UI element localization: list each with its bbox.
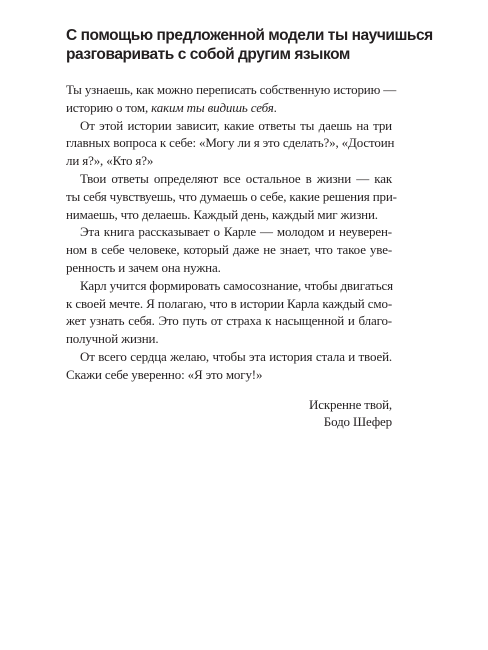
signature-author: Бодо Шефер bbox=[323, 414, 392, 430]
heading-line-1: С помощью предложенной модели ты научишься bbox=[66, 27, 433, 44]
section-heading bbox=[66, 26, 433, 64]
text-segment: . bbox=[273, 99, 277, 115]
text-line: Скажи себе уверенно: «Я это могу!» bbox=[66, 366, 263, 382]
emphasis-text: каким ты видишь себя bbox=[151, 99, 274, 115]
text-line: От всего сердца желаю, чтобы эта история стала и твоей. bbox=[80, 348, 392, 364]
text-line: От этой истории зависит, какие ответы ты даешь на три bbox=[80, 117, 392, 133]
text-line: ренность и зачем она нужна. bbox=[66, 259, 221, 275]
text-line bbox=[66, 99, 392, 117]
text-line: получной жизни. bbox=[66, 331, 159, 347]
text-line: ном в себе человеке, который даже не знает, что такое уве- bbox=[66, 242, 392, 258]
paragraph-6 bbox=[66, 348, 392, 384]
paragraph-3 bbox=[66, 170, 397, 223]
text-line: нимаешь, что делаешь. Каждый день, каждый миг жизни. bbox=[66, 206, 378, 222]
text-line: Эта книга рассказывает о Карле — молодом и неуверен- bbox=[80, 224, 392, 240]
paragraph-1 bbox=[66, 81, 397, 117]
signature bbox=[66, 396, 392, 432]
paragraph-2 bbox=[66, 117, 395, 170]
text-line: Ты узнаешь, как можно переписать собственную историю — bbox=[66, 82, 397, 97]
text-line: Карл учится формировать самосознание, чтобы двигаться bbox=[80, 277, 393, 293]
text-line: жет узнать себя. Это путь от страха к насыщенной и благо- bbox=[66, 313, 392, 329]
book-page bbox=[66, 26, 433, 431]
paragraph-4 bbox=[66, 223, 392, 276]
signature-closing: Искренне твой, bbox=[308, 396, 392, 412]
text-line: к своей мечте. Я полагаю, что в истории Карла каждый смо- bbox=[66, 295, 392, 311]
text-segment: историю о том, bbox=[66, 99, 152, 115]
body-text bbox=[66, 81, 397, 431]
paragraph-5 bbox=[66, 277, 392, 348]
text-line: ли я?», «Кто я?» bbox=[66, 153, 154, 169]
heading-line-2: разговаривать с собой другим языком bbox=[66, 46, 350, 63]
text-line: ты себя чувствуешь, что думаешь о себе, какие решения при- bbox=[66, 188, 397, 204]
text-line: главных вопроса к себе: «Могу ли я это сделать?», «Достоин bbox=[66, 135, 395, 151]
text-line: Твои ответы определяют все остальное в жизни — как bbox=[80, 170, 392, 186]
